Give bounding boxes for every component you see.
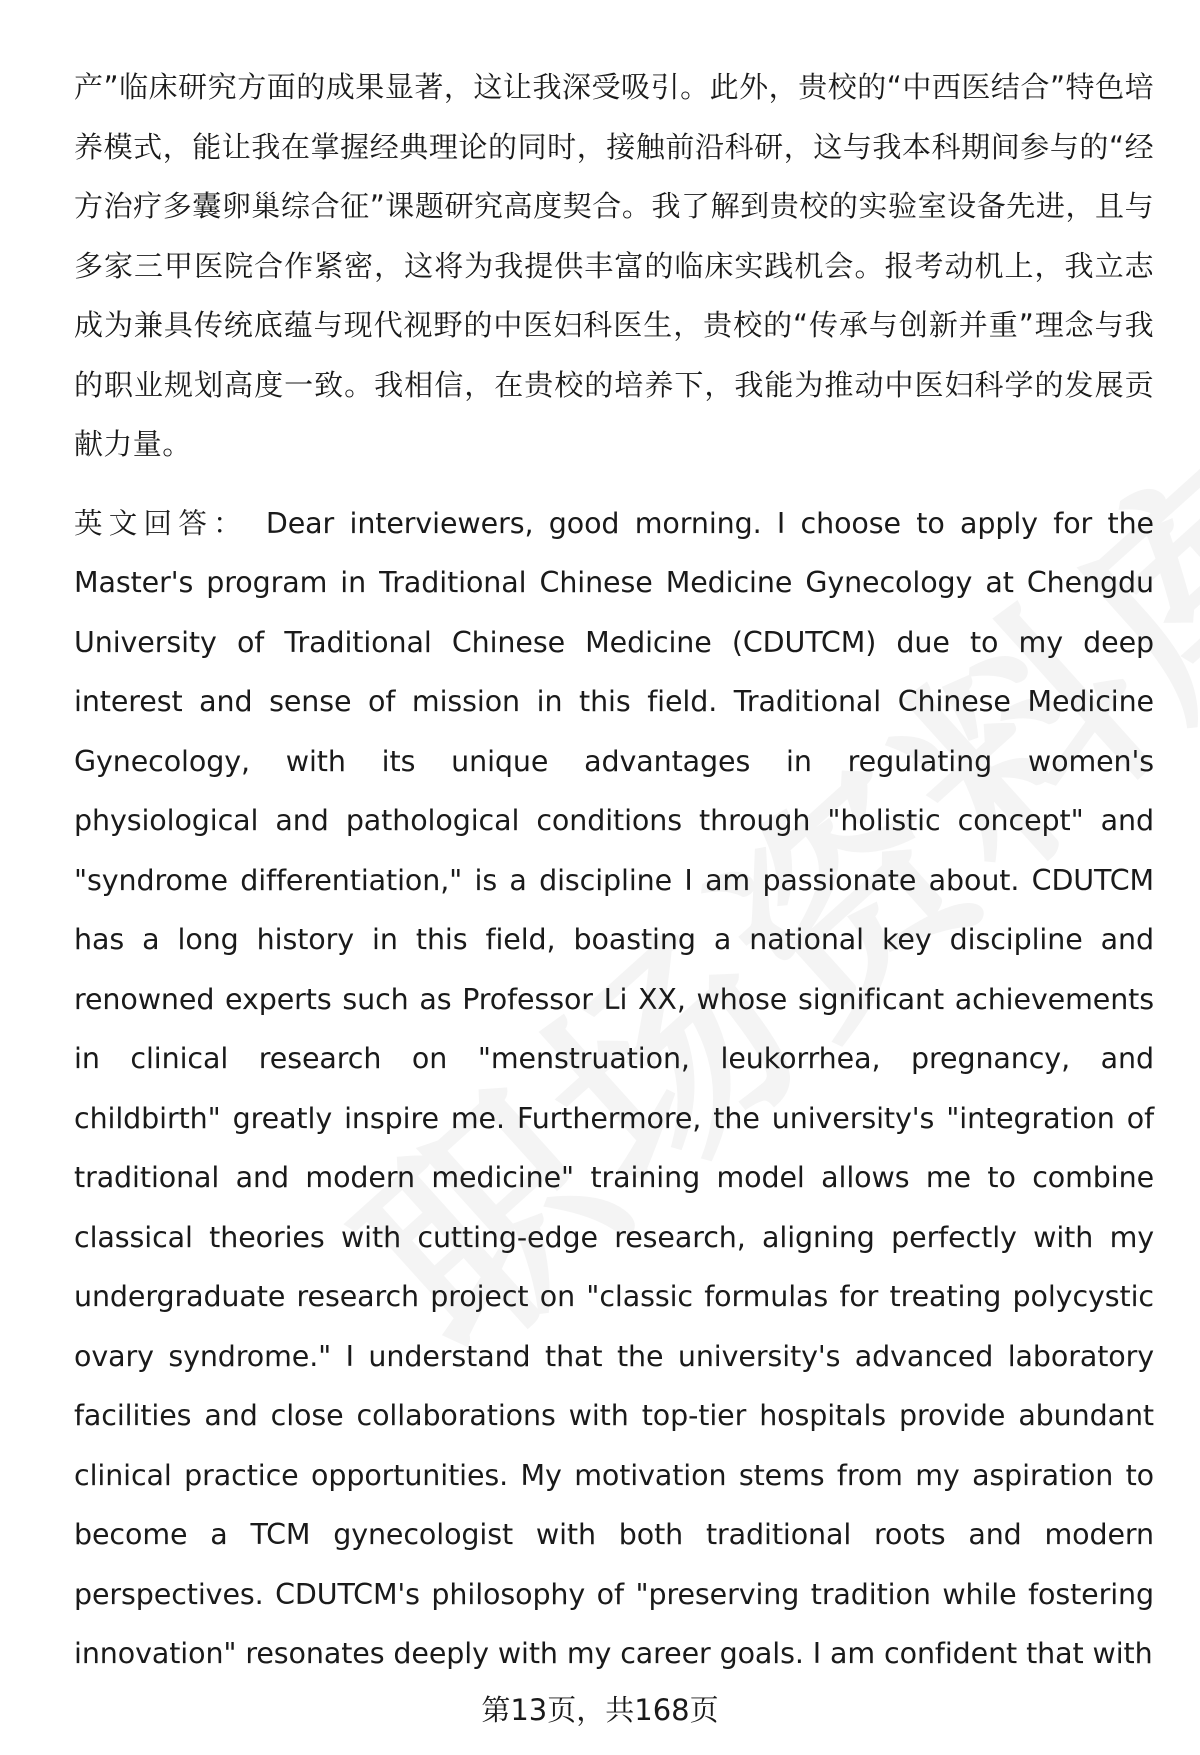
english-answer-label: 英文回答： <box>74 506 248 540</box>
chinese-answer-continuation: 产”临床研究方面的成果显著，这让我深受吸引。此外，贵校的“中西医结合”特色培养模式，能让我在掌握经典理论的同时，接触前沿科研，这与我本科期间参与的“经方治疗多囊卵巢综合征”课题研究高度契合。我了解到贵校的实验室设备先进，且与多家三甲医院合作紧密，这将为我提供丰富的临床实践机会。报考动机上，我立志成为兼具传统底蕴与现代视野的中医妇科医生，贵校的“传承与创新并重”理念与我的职业规划高度一致。我相信，在贵校的培养下，我能为推动中医妇科学的发展贡献力量。 <box>74 70 1154 461</box>
english-answer-paragraph <box>74 494 1154 1684</box>
page-number: 第13页，共168页 <box>481 1693 719 1727</box>
document-body <box>74 58 1154 1684</box>
english-answer-text: Dear interviewers, good morning. I choose to apply for the Master's program in Traditional Chinese Medicine Gynecology at Chengdu University of Traditional Chinese Medicine (CDUTCM) due to my deep interest and sense of mission in this field. Traditional Chinese Medicine Gynecology, with its unique advantages in regulating women's physiological and pathological conditions through "holistic concept" and "syndrome differentiation," is a discipline I am passionate about. CDUTCM has a long history in this field, boasting a national key discipline and renowned experts such as Professor Li XX, whose significant achievements in clinical research on "menstruation, leukorrhea, pregnancy, and childbirth" greatly inspire me. Furthermore, the university's "integration of traditional and modern medicine" training model allows me to combine classical theories with cutting-edge research, aligning perfectly with my undergraduate research project on "classic formulas for treating polycystic ovary syndrome." I understand that the university's advanced laboratory facilities and close collaborations with top-tier hospitals provide abundant clinical practice opportunities. My motivation stems from my aspiration to become a TCM gynecologist with both traditional roots and modern perspectives. CDUTCM's philosophy of "preserving tradition while fostering innovation" resonates deeply with my career goals. I am confident that with <box>74 506 1154 1670</box>
